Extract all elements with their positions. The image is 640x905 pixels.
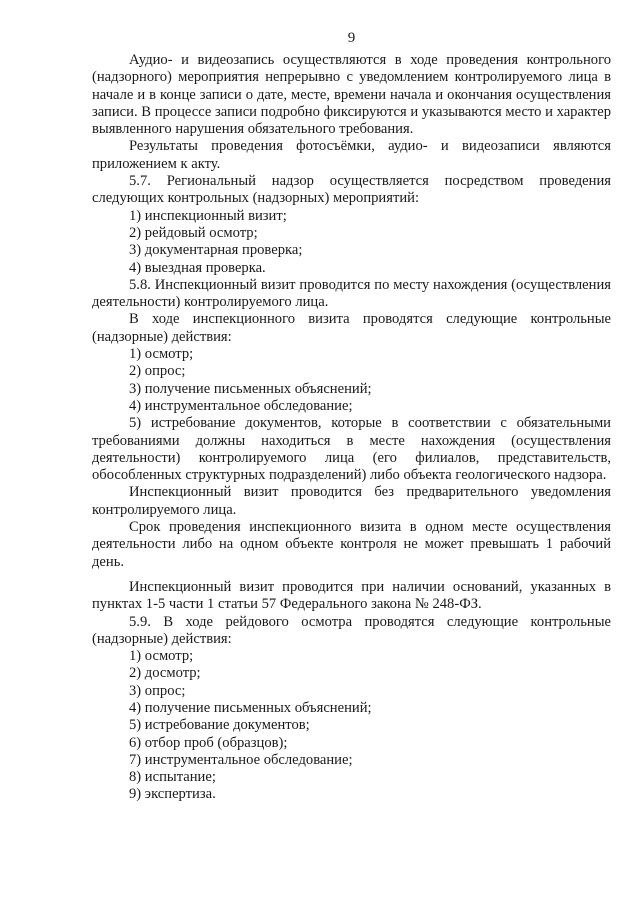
paragraph-5-7: 5.7. Региональный надзор осуществляется посредством проведения следующих контрольных (надзорных) мероприятий: <box>92 173 611 207</box>
list-item: 4) инструментальное обследование; <box>129 397 353 414</box>
page-number: 9 <box>347 30 356 46</box>
paragraph-inspection-actions: В ходе инспекционного визита проводятся следующие контрольные (надзорные) действия: <box>92 311 611 345</box>
paragraph-duration: Срок проведения инспекционного визита в одном месте осуществления деятельности либо на одном объекте контроля не может превышать 1 рабочий день. <box>92 519 611 570</box>
list-item: 4) выездная проверка. <box>129 259 266 276</box>
document-page <box>92 0 611 905</box>
list-item: 7) инструментальное обследование; <box>129 751 353 768</box>
paragraph-no-notice: Инспекционный визит проводится без предварительного уведомления контролируемого лица. <box>92 484 611 518</box>
paragraph-audio-video: Аудио- и видеозапись осуществляются в ходе проведения контрольного (надзорного) мероприятия непрерывно с уведомлением контролируемого лица в начале и в конце записи о дате, месте, времени начала и окончания осуществления записи. В процессе записи подробно фиксируются и указываются место и характер выявленного нарушения обязательного требования. <box>92 52 611 138</box>
paragraph-grounds: Инспекционный визит проводится при наличии оснований, указанных в пунктах 1-5 части 1 статьи 57 Федерального закона № 248-ФЗ. <box>92 578 611 613</box>
paragraph-5-8: 5.8. Инспекционный визит проводится по месту нахождения (осуществления деятельности) контролируемого лица. <box>92 276 611 311</box>
list-item: 3) получение письменных объяснений; <box>129 380 372 397</box>
list-item: 1) инспекционный визит; <box>129 207 287 224</box>
document-body <box>92 52 611 804</box>
list-item: 1) осмотр; <box>129 346 194 363</box>
list-item: 9) экспертиза. <box>129 786 216 803</box>
list-item: 3) опрос; <box>129 682 186 699</box>
list-item: 2) опрос; <box>129 363 186 380</box>
list-item: 3) документарная проверка; <box>129 242 303 259</box>
list-item: 2) рейдовый осмотр; <box>129 224 258 241</box>
list-item: 6) отбор проб (образцов); <box>129 734 288 751</box>
list-item: 8) испытание; <box>129 769 216 786</box>
paragraph-5-9: 5.9. В ходе рейдового осмотра проводятся следующие контрольные (надзорные) действия: <box>92 613 611 647</box>
paragraph-results: Результаты проведения фотосъёмки, аудио- и видеозаписи являются приложением к акту. <box>92 138 611 172</box>
list-item: 5) истребование документов; <box>129 717 310 734</box>
list-item-documents-request: 5) истребование документов, которые в соответствии с обязательными требованиями должны находиться в месте нахождения (осуществления деятельности) контролируемого лица (его филиалов, представительств, обособленных структурных подразделений) либо объекта геологического надзора. <box>92 415 611 484</box>
list-item: 1) осмотр; <box>129 648 194 665</box>
list-item: 4) получение письменных объяснений; <box>129 699 372 716</box>
list-item: 2) досмотр; <box>129 665 201 682</box>
